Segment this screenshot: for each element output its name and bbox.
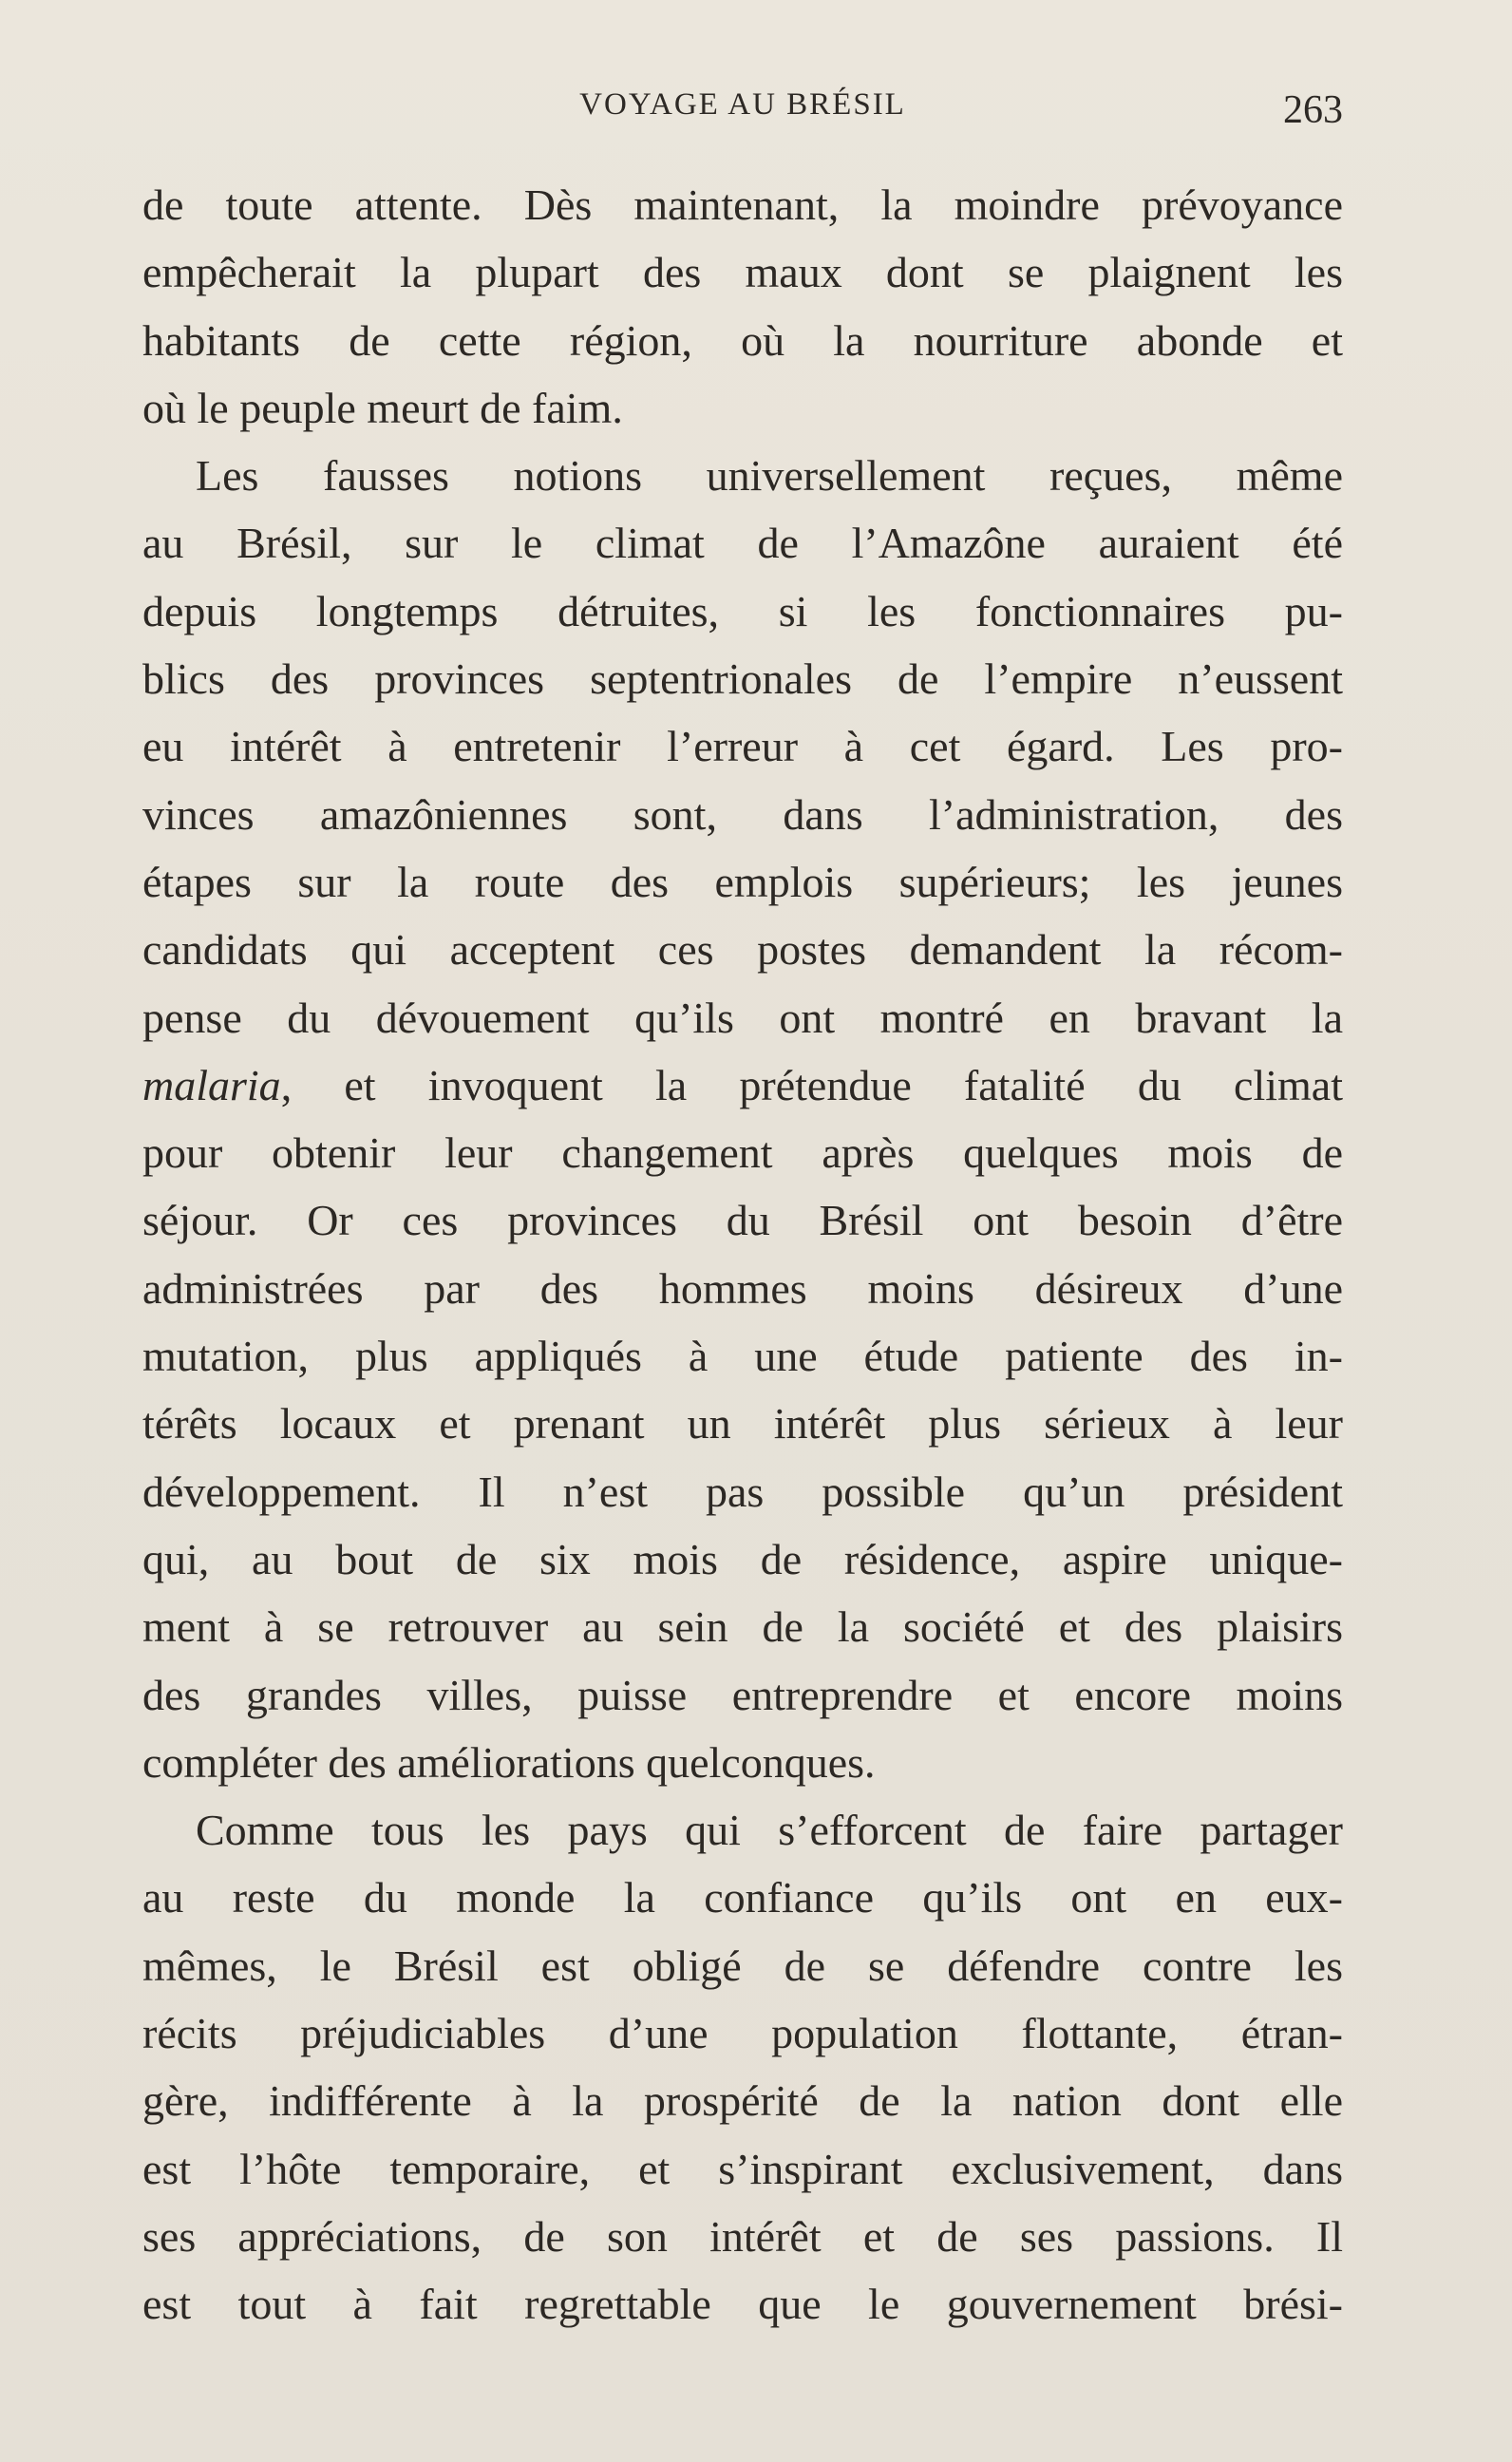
text-line-with-italic [142, 1051, 1343, 1119]
text-line: administrées par des hommes moins désireux d’une [142, 1263, 1343, 1313]
text-line: térêts locaux et prenant un intérêt plus sérieux à leur [142, 1399, 1343, 1449]
text-line: étapes sur la route des emplois supérieurs; les jeunes [142, 857, 1343, 906]
text-line: habitants de cette région, où la nourriture abonde et [142, 315, 1343, 365]
text-line: eu intérêt à entretenir l’erreur à cet égard. Les pro- [142, 722, 1343, 771]
page-number: 263 [1283, 88, 1343, 132]
text-line: pour obtenir leur changement après quelques mois de [142, 1128, 1343, 1178]
text-line: de toute attente. Dès maintenant, la moindre prévoyance [142, 180, 1343, 229]
text-line: des grandes villes, puisse entreprendre et encore moins [142, 1670, 1343, 1719]
text-line: au Brésil, sur le climat de l’Amazône auraient été [142, 519, 1343, 568]
text-line: est l’hôte temporaire, et s’inspirant exclusivement, dans [142, 2144, 1343, 2193]
text-line: vinces amazôniennes sont, dans l’administration, des [142, 789, 1343, 839]
text-line: Comme tous les pays qui s’efforcent de faire partager [196, 1806, 1343, 1855]
text-line: où le peuple meurt de faim. [142, 383, 623, 432]
text-line: empêcherait la plupart des maux dont se plaignent les [142, 248, 1343, 297]
page-header [142, 87, 1343, 133]
text-line: récits préjudiciables d’une population flottante, étran- [142, 2009, 1343, 2058]
text-line: gère, indifférente à la prospérité de la nation dont elle [142, 2076, 1343, 2126]
text-line: séjour. Or ces provinces du Brésil ont besoin d’être [142, 1196, 1343, 1245]
text-line: qui, au bout de six mois de résidence, aspire unique- [142, 1534, 1343, 1583]
text-line: mutation, plus appliqués à une étude patiente des in- [142, 1332, 1343, 1381]
running-title: VOYAGE AU BRÉSIL [579, 87, 906, 122]
text-line: développement. Il n’est pas possible qu’un président [142, 1467, 1343, 1516]
text-line: ses appréciations, de son intérêt et de ses passions. Il [142, 2211, 1343, 2261]
text-line: ment à se retrouver au sein de la société et des plaisirs [142, 1602, 1343, 1652]
text-line: depuis longtemps détruites, si les fonctionnaires pu- [142, 586, 1343, 635]
text-line: mêmes, le Brésil est obligé de se défendre contre les [142, 1941, 1343, 1990]
text-line: pense du dévouement qu’ils ont montré en bravant la [142, 993, 1343, 1042]
italic-word: malaria [142, 1060, 281, 1109]
text-line: au reste du monde la confiance qu’ils ont en eux- [142, 1873, 1343, 1922]
text-line: compléter des améliorations quelconques. [142, 1737, 876, 1787]
text-line: est tout à fait regrettable que le gouvernement brési- [142, 2280, 1343, 2329]
text-segment: , et invoquent la prétendue fatalité du climat [280, 1060, 1343, 1109]
body-text [142, 171, 1343, 2339]
text-line: blics des provinces septentrionales de l’empire n’eussent [142, 654, 1343, 704]
text-line: Les fausses notions universellement reçues, même [196, 451, 1343, 501]
text-line: candidats qui acceptent ces postes demandent la récom- [142, 925, 1343, 975]
